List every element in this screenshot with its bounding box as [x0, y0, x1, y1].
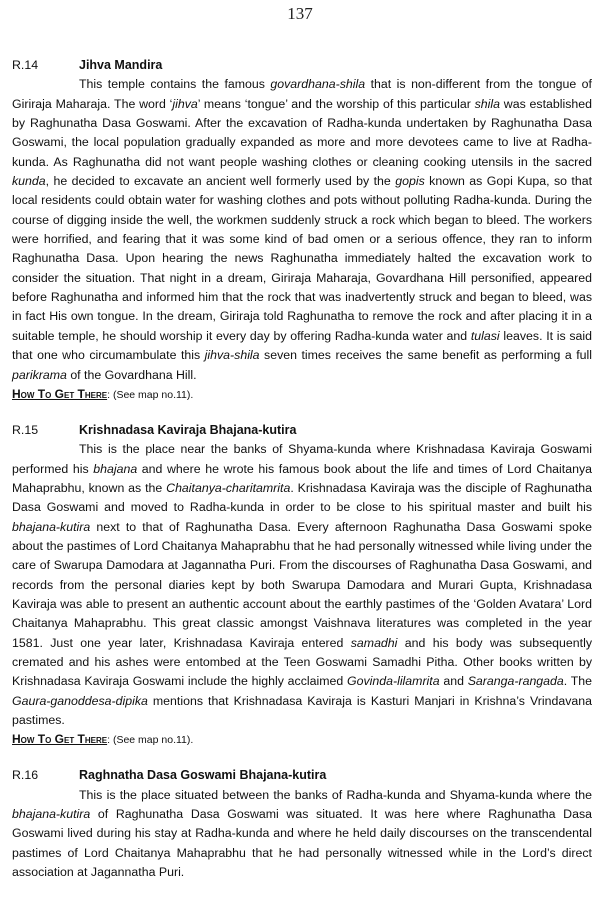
- section-ref: R.14: [12, 58, 39, 72]
- section-r16: [12, 766, 592, 882]
- map-reference: : (See map no.11).: [107, 734, 194, 747]
- text-run: known as Gopi Kupa, so that local residents could obtain water for washing clothes and pots without polluting Radha-kunda. During the course of digging inside the well, the workmen suddenly struck a rock which began to bleed. The workers were horrified, and fearing that it was some kind of bad omen or a serious offence, they ran to inform Raghunatha Dasa. Upon hearing the news Raghunatha immediately halted the excavation work to consider the situation. That night in a dream, Giriraja Maharaja, Govardhana Hill personified, appeared before Raghunatha and informed him that the rock that was inadvertently struck and began to bleed, was in fact His own tongue. In the dream, Giriraja told Raghunatha to remove the rock and after placing it in a suitable temple, he should worship it every day by offering Radha-kunda water and: [12, 174, 592, 343]
- italic-term: kunda: [12, 174, 46, 189]
- italic-term: bhajana: [93, 461, 138, 476]
- text-run: of the Govardhana Hill.: [66, 367, 197, 382]
- text-run: and his body was subsequently cremated and his ashes were entombed at the Teen Goswami Samadhi Pitha. Other books written by Krishnadasa Kaviraja Goswami include the highly acclaimed: [12, 635, 592, 689]
- text-run: mentions that Krishnadasa Kaviraja is Kasturi Manjari in Krishna’s Vrindavana pastimes.: [12, 693, 592, 727]
- italic-term: Govinda-lilamrita: [346, 674, 440, 689]
- italic-term: parikrama: [12, 367, 67, 382]
- section-title: Raghnatha Dasa Goswami Bhajana-kutira: [79, 768, 327, 783]
- section-body: [12, 440, 592, 730]
- page-number: 137: [287, 4, 313, 23]
- italic-term: bhajana-kutira: [12, 807, 91, 822]
- italic-term: Gaura-ganoddesa-dipika: [12, 693, 148, 708]
- section-body: [12, 75, 592, 385]
- text-run: , he decided to excavate an ancient well formerly used by the: [45, 174, 396, 189]
- text-run: and: [439, 674, 468, 689]
- text-run: This is the place situated between the banks of Radha-kunda and Shyama-kunda where the: [79, 787, 592, 802]
- italic-term: tulasi: [470, 328, 500, 343]
- text-run: This is the place near the banks of Shyama-kunda where Krishnadasa Kaviraja Goswami performed his: [12, 442, 592, 476]
- text-run: . The: [563, 674, 593, 689]
- how-to-get-there: [12, 730, 592, 750]
- italic-term: samadhi: [350, 635, 398, 650]
- text-run: of Raghunatha Dasa Goswami was situated. It was here where Raghunatha Dasa Goswami lived during his stay at Radha-kunda and where he held daily discourses on the transcendental pastimes of Lord Chaitanya Mahaprabhu that he had personally witnessed while in the Lord’s direct association at Jagannatha Puri.: [12, 807, 592, 880]
- how-to-get-there: [12, 385, 592, 405]
- italic-term: bhajana-kutira: [12, 519, 91, 534]
- section-ref: R.15: [12, 422, 39, 437]
- text-run: next to that of Raghunatha Dasa. Every afternoon Raghunatha Dasa Goswami spoke about the pastimes of Lord Chaitanya Mahaprabhu that he had personally witnessed while living under the care of Swarupa Damodara at Jagannatha Puri. From the discourses of Raghunatha Dasa Goswami, and records from the personal diaries kept by both Swarupa Damodara and Murari Gupta, Krishnadasa Kaviraja was able to present an authentic account about the earthly pastimes of the ‘Golden Avatara’ Lord Chaitanya Mahaprabhu. This great classic amongst Vaishnava literatures was completed in the year 1581. Just one year later, Krishnadasa Kaviraja entered: [12, 519, 592, 650]
- text-run: leaves. It is said that one who circumambulate this: [12, 328, 592, 363]
- section-title: Krishnadasa Kaviraja Bhajana-kutira: [79, 422, 297, 437]
- section-heading: [12, 421, 592, 440]
- how-to-get-there-label: How To Get There: [12, 386, 108, 401]
- section-body: [12, 786, 592, 883]
- italic-term: gopis: [395, 174, 425, 189]
- italic-term: shila: [474, 96, 500, 111]
- italic-term: Chaitanya-charitamrita: [166, 480, 291, 495]
- text-run: and where he wrote his famous book about the life and times of Lord Chaitanya Mahaprabhu, known as the: [12, 461, 592, 495]
- section-title: Jihva Mandira: [79, 58, 163, 72]
- text-run: ’ means ‘tongue’ and the worship of this particular: [197, 96, 475, 111]
- section-heading: [12, 56, 592, 75]
- italic-term: govardhana-shila: [270, 77, 366, 92]
- italic-term: jihva: [172, 96, 198, 111]
- text-run: . Krishnadasa Kaviraja was the disciple of Raghunatha Dasa Goswami and moved to Radha-kunda in order to be close to his spiritual master and built his: [12, 480, 592, 515]
- text-run: seven times receives the same benefit as performing a full: [259, 348, 592, 363]
- text-run: that is non-different from the tongue of Giriraja Maharaja. The word ‘: [12, 77, 592, 111]
- how-to-get-there-label: How To Get There: [12, 732, 108, 747]
- section-heading: [12, 766, 592, 785]
- section-r15: [12, 421, 592, 751]
- section-r14: [12, 56, 592, 405]
- page-content: [12, 56, 592, 898]
- italic-term: jihva-shila: [204, 348, 260, 363]
- italic-term: Saranga-rangada: [467, 674, 564, 689]
- text-run: This temple contains the famous: [79, 77, 271, 92]
- section-ref: R.16: [12, 768, 39, 783]
- text-run: was established by Raghunatha Dasa Goswami. After the excavation of Radha-kunda undertaken by Raghunatha Dasa Goswami, the local population gradually expanded as more and more devotees came to live at Radha-kunda. As Raghunatha did not want people washing clothes or cleaning cooking utensils in the sacred: [12, 96, 592, 169]
- map-reference: : (See map no.11).: [107, 388, 194, 401]
